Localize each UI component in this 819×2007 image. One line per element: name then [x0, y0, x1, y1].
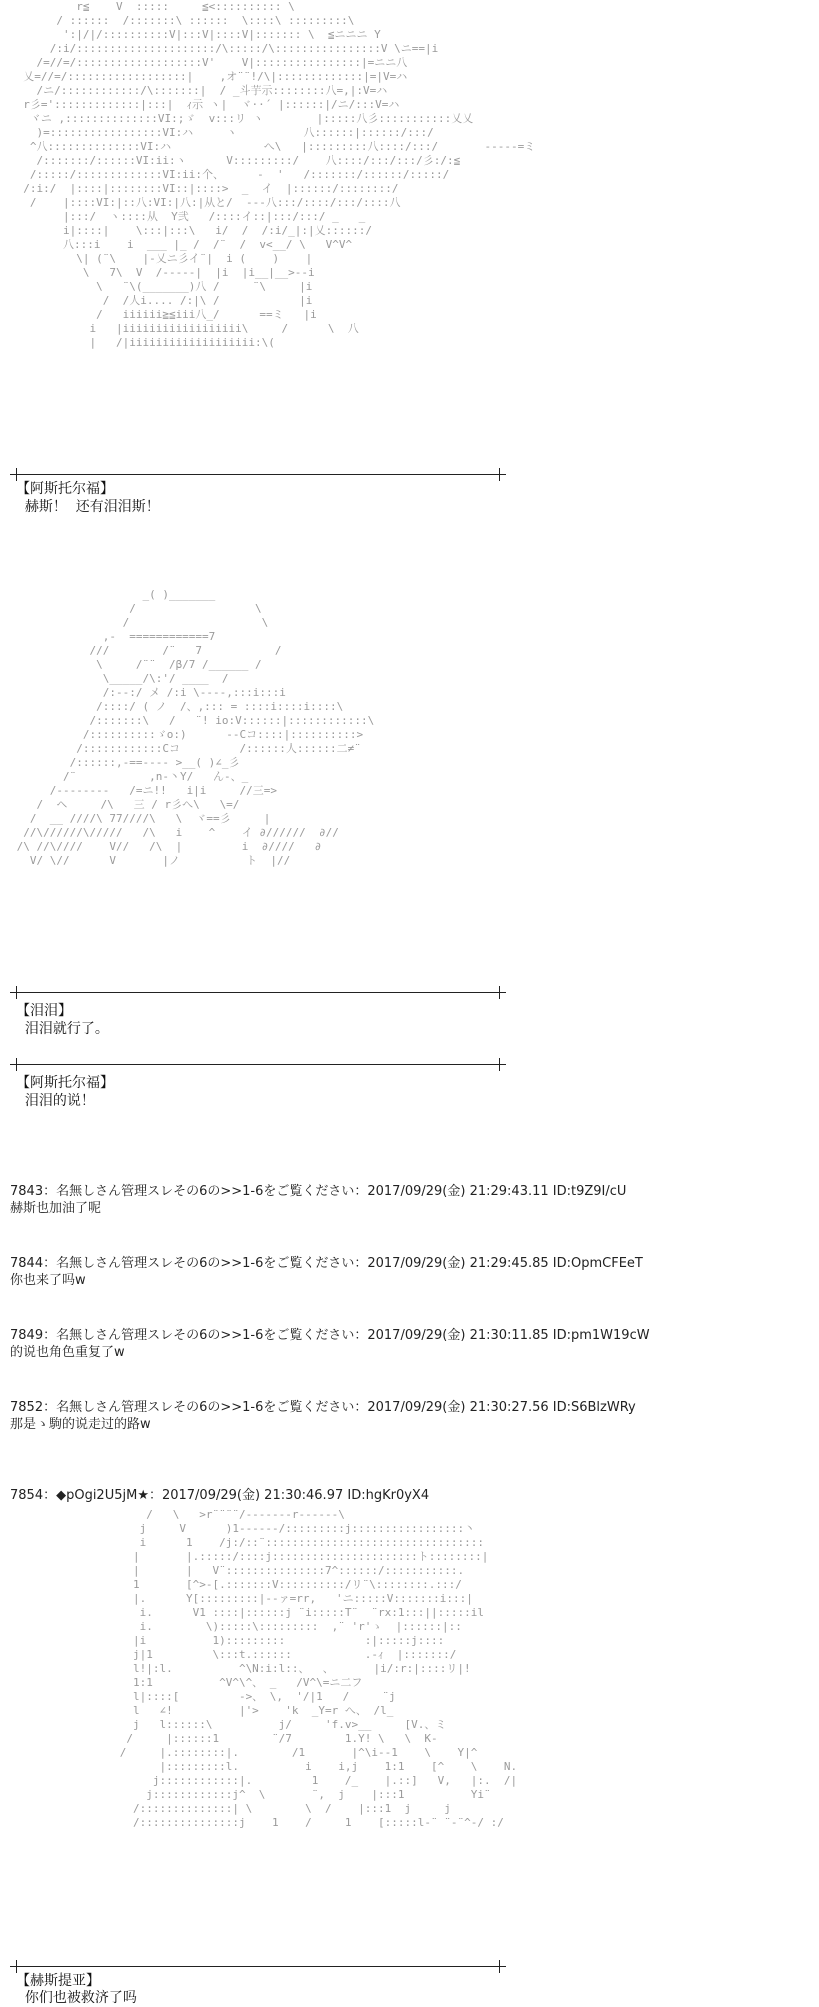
post-header: 7843：名無しさん管理スレその6の>>1-6をご覧ください：2017/09/29(金) 21:29:43.11 ID:t9Z9I/cU [10, 1184, 627, 1199]
speaker-label: 【阿斯托尔福】 [16, 1075, 114, 1091]
dialogue-line: 泪泪就行了。 [16, 1021, 109, 1037]
post-body: 那是ゝ駒的说走过的路w [10, 1417, 151, 1432]
separator-line [10, 992, 506, 993]
post-header: 7844：名無しさん管理スレその6の>>1-6をご覧ください：2017/09/29(金) 21:29:45.85 ID:OpmCFEeT [10, 1256, 643, 1271]
speaker-label: 【赫斯提亚】 [16, 1973, 100, 1989]
ascii-art-hestia: / \ >r¨¨¨¨/-------r------\ j V )1------/:::::::::j:::::::::::::::::丶 i 1 /j:/::¨::::::::::::::::::::::::::::::::: | |.:::::/::::j::::::::::::::::::::::ト::::::::| | | V¨:::::::::::::::7^::::::/:::::::::::. 1 [^>-[.:::::::V::::::::::/リ¨\::::::::.:::/ |. Y[:::::::::|--ァ=rr, 'ニ:::::V:::::::i:::| i. V1 ::::|::::::j ¨i:::::T¨ ¨rx:1:::||:::::il i. \):::::\::::::::: ,¨ 'r'ゝ |::::::|:: |i 1)::::::::: :|:::::j:::: j|1 \:::t.:::::: .-ｨ |:::::::/ l!|:l. ^\N:i:l::、 、 |i/:r:|::::リ|! 1:1 ^V^\^、 _ /V^\=ニ二フ l|::::[ ->、 \, '/|1 / ¨j l ∠! |'> 'k _Y=r へ、 /l_ j l::::::\ j/ 'f.v>__ [V.、ミ / |::::::1 ¨/7 1.Y! \ \ K- / |.::::::::|. /1 |^\i--1 \ Y|^ |:::::::::l. i i,j 1:1 [^ \ N. j::::::::::::|. 1 /_ |.::] V, |:. /| j::::::::::::j^ \ ¨, j |:::1 Yi¨ /::::::::::::::| \ \ / |:::1 j j /:::::::::::::::j 1 / 1 [:::::l-¨ ¨-¨^-/ :/ [119, 1508, 518, 1829]
post-body: 的说也角色重复了w [10, 1345, 125, 1360]
post-header: 7852：名無しさん管理スレその6の>>1-6をご覧ください：2017/09/29(金) 21:30:27.56 ID:S6BlzWRy [10, 1400, 636, 1415]
post-body: 赫斯也加油了呢 [10, 1201, 102, 1216]
dialogue-line: 泪泪的说！ [16, 1093, 95, 1109]
ascii-art-lily: _( )_______ / \ / \ ,- ============7 /// /¨ 7 / \ /¨¨ /β/7 /______ / \_____/\:'/ ____ / /:--:/ メ /:i \----,:::i:::i /::::/ ( ノ /、,::: = ::::i::::i::::\ /:::::::\ / ¨! io:V::::::|::::::::::::\ /::::::::::ゞo:) --Cコ::::|::::::::::> /::::::::::::Cコ /::::::人::::::二≠¨ /::::::,-==---- >__( )∠_彡 /¨ ,n-丶Y/ ん-、_ /-------- /=ニ!! i|i //三=> / ヘ /\ 三 / r彡へ\ \=/ / __ ////\ 77////\ \ ヾ==彡 | //\//////\///// /\ i ^ イ ∂////// ∂// /\ //\//// V// /\ | i ∂//// ∂ V/ \// V |ノ ト |// [16, 588, 375, 867]
speaker-label: 【阿斯托尔福】 [16, 481, 114, 497]
separator-line [10, 1064, 506, 1065]
post-header: 7849：名無しさん管理スレその6の>>1-6をご覧ください：2017/09/29(金) 21:30:11.85 ID:pm1W19cW [10, 1328, 650, 1343]
main-post-header: 7854：◆pOgi2U5jM★：2017/09/29(金) 21:30:46.97 ID:hgKr0yX4 [10, 1488, 430, 1503]
dialogue-line: 赫斯！ 还有泪泪斯！ [16, 499, 160, 515]
ascii-art-astolfo: r≦ V ::::: ≦<:::::::::: \ / :::::: /:::::::\ :::::: \::::\ :::::::::\ ':|/|/::::::::::V|:::V|::::V|::::::: \ ≦ニニニ Y /:i/:::::::::::::::::::::/\:::::/\::::::::::::::::V \ニ==|i /=//=/:::::::::::::::::::V' V|::::::::::::::::|=ニニ八 乂=//=/::::::::::::::::::| ,オ¨¨!/\|:::::::::::::|=|V=ハ /ニ/::::::::::::/\:::::::| / _斗芋示::::::::八=,|:V=ハ r彡=':::::::::::::|:::| ｨ示 ヽ| ヾ··´ |::::::|/ニ/:::V=ハ ヾニ ,::::::::::::::VI:;ゞ v:::リ ヽ |:::::八彡:::::::::::乂乂 )=:::::::::::::::::VI:ハ ヽ 八::::::|::::::/:::/ ^八::::::::::::::VI:ハ へ\ |:::::::::八::::/:::/ -----=ミ /:::::::/::::::VI:ii:ヽ V:::::::::/ 八::::/:::/:::/彡:/:≦ /:::::/:::::::::::::VI:ii:个、 - ' /:::::::/::::::/:::::/ /:i:/ |::::|::::::::VI::|::::> _ イ |::::::/::::::::/ / |::::VI:|::八:VI:|八:|从と/ ---八:::/::::/:::/::::八 |:::/ ヽ::::从 Y弐 /::::イ::|:::/:::/ _ _ i|::::| \:::|:::\ i/ / /:i/_|:|乂::::::/ 八:::i i ___ |_ / /¨ / v<__/ \ V^V^ \| (¨\ |-乂ニ彡イ¨| i ( ) | \ 7\ V /-----| |i |i__|__>--i \ ¨\(_______)八 / ¨\ |i / /人i.... /:|\ / |i / iiiiii≧≦iii八_/ ==ミ |i i |iiiiiiiiiiiiiiiiii\ / \ 八 | /|iiiiiiiiiiiiiiiiiii:\( [23, 0, 536, 349]
separator-line [10, 1966, 506, 1967]
speaker-label: 【泪泪】 [16, 1003, 72, 1019]
separator-line [10, 474, 506, 475]
post-body: 你也来了吗w [10, 1273, 86, 1288]
dialogue-line: 你们也被救济了吗 [16, 1990, 137, 2006]
